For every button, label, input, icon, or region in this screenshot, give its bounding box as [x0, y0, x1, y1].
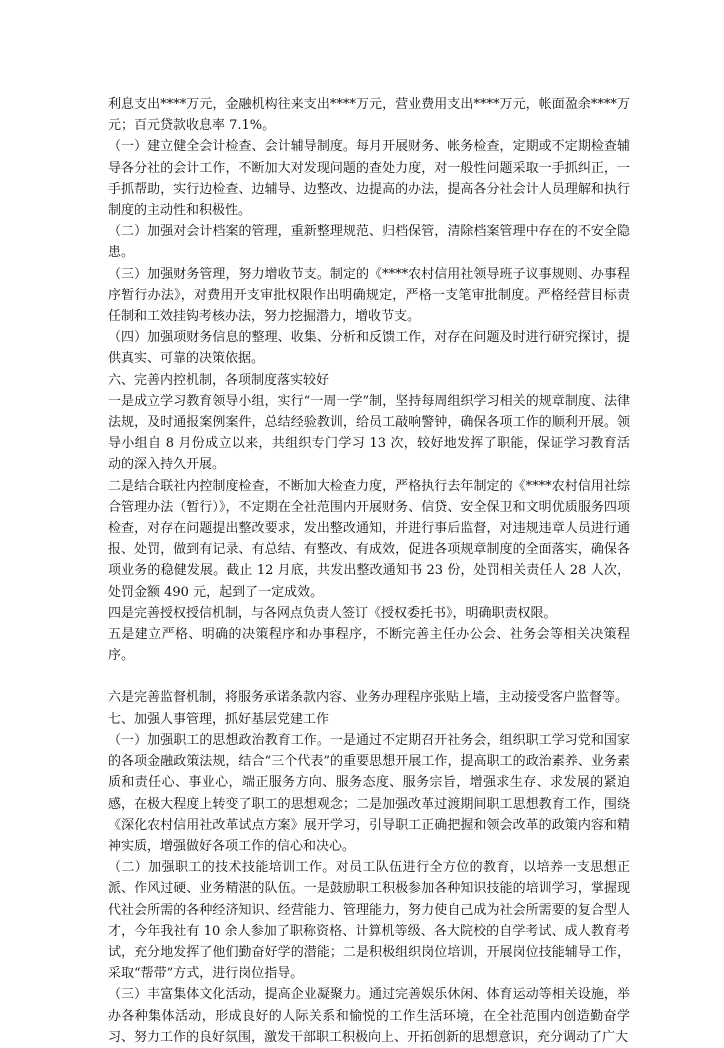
- paragraph-political-education: （一）加强职工的思想政治教育工作。一是通过不定期召开社务会，组织职工学习党和国家的各项金融政策法规，结合“三个代表”的重要思想开展工作，提高职工的政治素养、业务素质和责任心、事业心，端正服务方向、服务态度、服务宗旨，增强求生存、求发展的紧迫感，在极大程度上转变了职工的思想观念；二是加强改革过渡期间职工思想教育工作，围绕《深化农村信用社改革试点方案》展开学习，引导职工正确把握和领会改革的政策内容和精神实质，增强做好各项工作的信心和决心。: [108, 732, 630, 854]
- paragraph-authorization: 四是完善授权授信机制，与各网点负责人签订《授权委托书》，明确职责权限。: [108, 605, 557, 621]
- paragraph-financial-summary: 利息支出****万元，金融机构往来支出****万元，营业费用支出****万元，帐面盈余****万元；百元贷款收息率 7.1%。: [108, 97, 630, 134]
- paragraph-decision-procedure: 五是建立严格、明确的决策程序和办事程序，不断完善主任办公会、社务会等相关决策程序。: [108, 627, 630, 664]
- paragraph-study-group: 一是成立学习教育领导小组，实行“一周一学”制，坚持每周组织学习相关的规章制度、法律法规，及时通报案例案件，总结经验教训，给员工敲响警钟，确保各项工作的顺利开展。领导小组自 8 月份成立以来，共组织专门学习 13 次，较好地发挥了职能，保证学习教育活动的深入持久开展。: [108, 393, 630, 473]
- paragraph-skills-training: （二）加强职工的技术技能培训工作。对员工队伍进行全方位的教育，以培养一支思想正派、作风过硬、业务精湛的队伍。一是鼓励职工积极参加各种知识技能的培训学习，掌握现代社会所需的各种经济知识、经营能力、管理能力，努力使自己成为社会所需要的复合型人才，今年我社有 10 余人参加了职称资格、计算机等级、各大院校的自学考试、成人教育考试，充分地发挥了他们勤奋好学的潜能；二是积极组织岗位培训，开展岗位技能辅导工作，采取“帮带”方式，进行岗位指导。: [108, 860, 630, 982]
- paragraph-financial-management: （三）加强财务管理，努力增收节支。制定的《****农村信用社领导班子议事规则、办事程序暂行办法》，对费用开支审批权限作出明确规定，严格一支笔审批制度。严格经营目标责任制和工效挂钩考核办法，努力挖掘潜力，增收节支。: [108, 266, 630, 325]
- section-heading-personnel: 七、加强人事管理，抓好基层党建工作: [108, 711, 330, 727]
- paragraph-cultural-activities: （三）丰富集体文化活动，提高企业凝聚力。通过完善娱乐休闲、体育运动等相关设施，举办各种集体活动，形成良好的人际关系和愉悦的工作生活环境，在全社范围内创造勤奋学习、努力工作的良好氛围，激发干部职工积极向上、开拓创新的思想意识，充分调动了广大: [108, 987, 630, 1045]
- document-page: [108, 94, 630, 1048]
- blank-line: [108, 666, 630, 687]
- paragraph-inspection: 二是结合联社内控制度检查，不断加大检查力度，严格执行去年制定的《****农村信用社综合管理办法（暂行）》，不定期在全社范围内开展财务、信贷、安全保卫和文明优质服务四项检查，对存在问题提出整改要求，发出整改通知，并进行事后监督，对违规违章人员进行通报、处罚，做到有记录、有总结、有整改、有成效，促进各项规章制度的全面落实，确保各项业务的稳健发展。截止 12 月底，共发出整改通知书 23 份，处罚相关责任人 28 人次，处罚金额 490 元，起到了一定成效。: [108, 478, 630, 600]
- paragraph-supervision: 六是完善监督机制，将服务承诺条款内容、业务办理程序张贴上墙，主动接受客户监督等。: [108, 690, 629, 706]
- section-heading-internal-control: 六、完善内控机制，各项制度落实较好: [108, 372, 330, 388]
- paragraph-accounting-inspection: （一）建立健全会计检查、会计辅导制度。每月开展财务、帐务检查，定期或不定期检查辅导各分社的会计工作，不断加大对发现问题的查处力度，对一般性问题采取一手抓纠正，一手抓帮助，实行边检查、边辅导、边整改、边提高的办法，提高各分社会计人员理解和执行制度的主动性和积极性。: [108, 139, 630, 219]
- paragraph-accounting-archives: （二）加强对会计档案的管理，重新整理规范、归档保管，清除档案管理中存在的不安全隐患。: [108, 224, 630, 261]
- paragraph-financial-information: （四）加强项财务信息的整理、收集、分析和反馈工作，对存在问题及时进行研究探讨，提供真实、可靠的决策依据。: [108, 330, 630, 367]
